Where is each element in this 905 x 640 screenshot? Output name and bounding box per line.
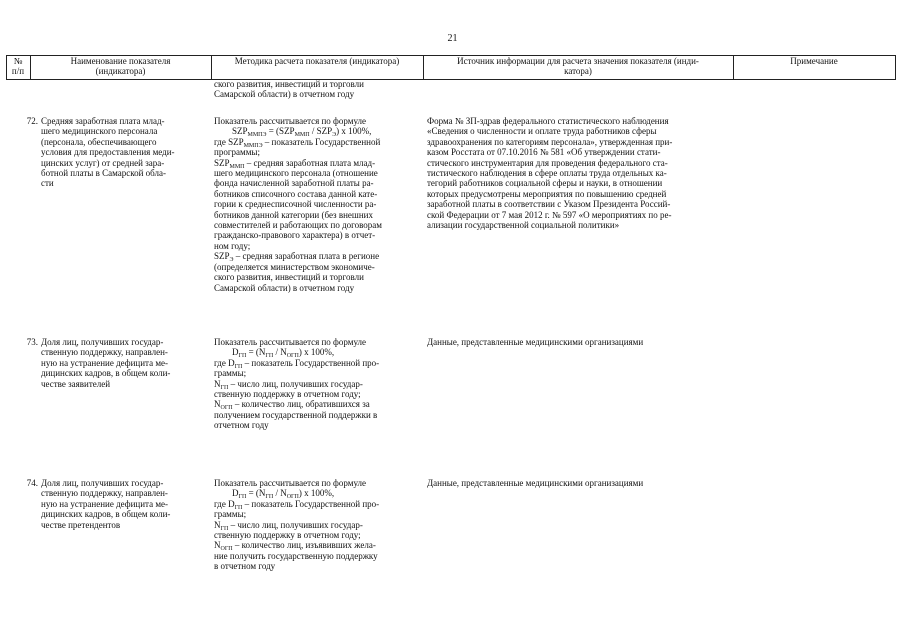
text-line: программы; [214, 147, 260, 158]
text-line: которых предусмотрены мероприятия по повышению средней [427, 188, 667, 199]
text-line: Доля лиц, получивших государ- [41, 337, 164, 347]
text-line: $N_{ГП}$ – число лиц, получивших государ- [214, 519, 363, 532]
header-num [6, 56, 30, 76]
text-line: Показатель рассчитывается по формуле [214, 478, 367, 488]
text-line: цинских услуг) от средней зара- [41, 157, 165, 168]
text-line: (персонала, обеспечивающего [41, 136, 157, 147]
text-line: где $D_{ГП}$ – показатель Государственной про- [214, 357, 380, 370]
text-line: Наименование показателя [70, 56, 171, 66]
row-number: 74. [26, 478, 38, 488]
text-line: Данные, представленные медицинскими организациями [427, 337, 644, 347]
text-line: $SZP_Э$ – средняя заработная плата в регионе [214, 251, 380, 264]
text-line: ализации государственной социальной политики» [427, 220, 620, 231]
text-line: $D_{ГП} = (N_{ГП} / N_{ОГП})$ x 100%, [232, 488, 335, 501]
text-line: (индикатора) [95, 66, 146, 76]
text-line: отчетном году [214, 420, 269, 431]
text-line: Самарской области) в отчетном году [214, 89, 355, 100]
header-method [211, 56, 423, 66]
text-line: Доля лиц, получивших государ- [41, 478, 164, 488]
indicator-name [41, 337, 207, 389]
header-name [30, 56, 211, 76]
indicator-name [41, 478, 207, 530]
text-line: казом Росстата от 07.10.2016 № 581 «Об утверждении стати- [427, 147, 661, 158]
data-source [427, 337, 727, 347]
text-line: Показатель рассчитывается по формуле [214, 337, 367, 347]
text-line: ную на устранение дефицита ме- [41, 498, 169, 509]
text-line: ботников данной категории (без внешних [214, 209, 373, 220]
data-source [427, 478, 727, 488]
row-number: 72. [26, 116, 38, 126]
text-line: Методика расчета показателя (индикатора) [234, 56, 400, 66]
text-line: Источник информации для расчета значения показателя (инди- [457, 56, 699, 66]
text-line: честве претендентов [41, 519, 121, 530]
text-line: $SZP_{ММП}$ – средняя заработная плата млад- [214, 157, 376, 170]
calculation-method [214, 337, 420, 431]
row-number: 73. [26, 337, 38, 347]
text-line: $N_{ГП}$ – число лиц, получивших государ- [214, 378, 363, 391]
text-line: ботной платы в Самарской обла- [41, 168, 167, 179]
text-line: тистического наблюдения в сфере оплаты труда отдельных ка- [427, 168, 667, 179]
calculation-method [214, 478, 420, 572]
continuation-text [214, 79, 420, 100]
text-line: ние получить государственную поддержку [214, 550, 378, 561]
text-line: фонда начисленной заработной платы ра- [214, 178, 374, 189]
text-line: ского развития, инвестиций и торговли [214, 272, 364, 283]
text-line: «Сведения о численности и оплате труда работников сферы [427, 126, 657, 137]
text-line: ботников списочного состава данной кате- [214, 188, 378, 199]
text-line: гории к среднесписочной численности ра- [214, 199, 377, 210]
text-line: Данные, представленные медицинскими организациями [427, 478, 644, 488]
text-line: катора) [564, 66, 592, 76]
text-line: ственную поддержку, направлен- [41, 347, 168, 358]
calculation-method [214, 116, 420, 293]
text-line: в отчетном году [214, 561, 276, 572]
text-line: п/п [11, 66, 25, 76]
text-line: (определяется министерством экономиче- [214, 261, 375, 272]
text-line: граммы; [214, 368, 247, 379]
text-line: честве заявителей [41, 378, 111, 389]
text-line: № [13, 56, 23, 66]
text-line: заработной платы в соответствии с Указом Президента Россий- [427, 199, 671, 210]
text-line: тегорий работников социальной сферы и науки, в отношении [427, 178, 663, 189]
header-divider [895, 55, 896, 79]
header-source [423, 56, 733, 76]
data-source [427, 116, 727, 230]
text-line: шего медицинского персонала (отношение [214, 168, 378, 179]
text-line: Средняя заработная плата млад- [41, 116, 165, 126]
text-line: получением государственной поддержки в [214, 409, 378, 420]
text-line: ную на устранение дефицита ме- [41, 357, 169, 368]
text-line: ном году; [214, 240, 251, 251]
text-line: Форма № ЗП-здрав федерального статистического наблюдения [427, 116, 669, 126]
text-line: ственную поддержку, направлен- [41, 488, 168, 499]
text-line: $SZP_{ММПЭ} = (SZP_{ММП} / SZP_Э)$ x 100%, [232, 126, 372, 139]
text-line: граммы; [214, 509, 247, 520]
text-line: ской Федерации от 7 мая 2012 г. № 597 «О мероприятиях по ре- [427, 209, 672, 220]
text-line: шего медицинского персонала [41, 126, 158, 137]
text-line: где $SZP_{ММПЭ}$ – показатель Государственной [214, 136, 381, 149]
text-line: сти [41, 178, 54, 189]
text-line: дицинских кадров, в общем коли- [41, 509, 171, 520]
text-line: $D_{ГП} = (N_{ГП} / N_{ОГП})$ x 100%, [232, 347, 335, 360]
text-line: Самарской области) в отчетном году [214, 282, 355, 293]
text-line: ственную поддержку в отчетном году; [214, 389, 361, 400]
text-line: где $D_{ГП}$ – показатель Государственной про- [214, 498, 380, 511]
text-line: ского развития, инвестиций и торговли [214, 79, 364, 89]
text-line: стического инструментария для проведения федерального ста- [427, 157, 668, 168]
text-line: дицинских кадров, в общем коли- [41, 368, 171, 379]
text-line: Примечание [790, 56, 838, 66]
text-line: гражданско-правового характера) в отчет- [214, 230, 376, 241]
text-line: ственную поддержку в отчетном году; [214, 530, 361, 541]
header-note [733, 56, 895, 66]
text-line: $N_{ОГП}$ – количество лиц, изъявивших жела- [214, 540, 376, 553]
indicator-name [41, 116, 207, 189]
text-line: $N_{ОГП}$ – количество лиц, обратившихся за [214, 399, 370, 412]
text-line: совместителей и работающих по договорам [214, 220, 382, 231]
text-line: условия для предоставления меди- [41, 147, 175, 158]
text-line: Показатель рассчитывается по формуле [214, 116, 367, 126]
page-number: 21 [447, 33, 458, 44]
text-line: здравоохранения по категориям персонала», утвержденная при- [427, 136, 673, 147]
